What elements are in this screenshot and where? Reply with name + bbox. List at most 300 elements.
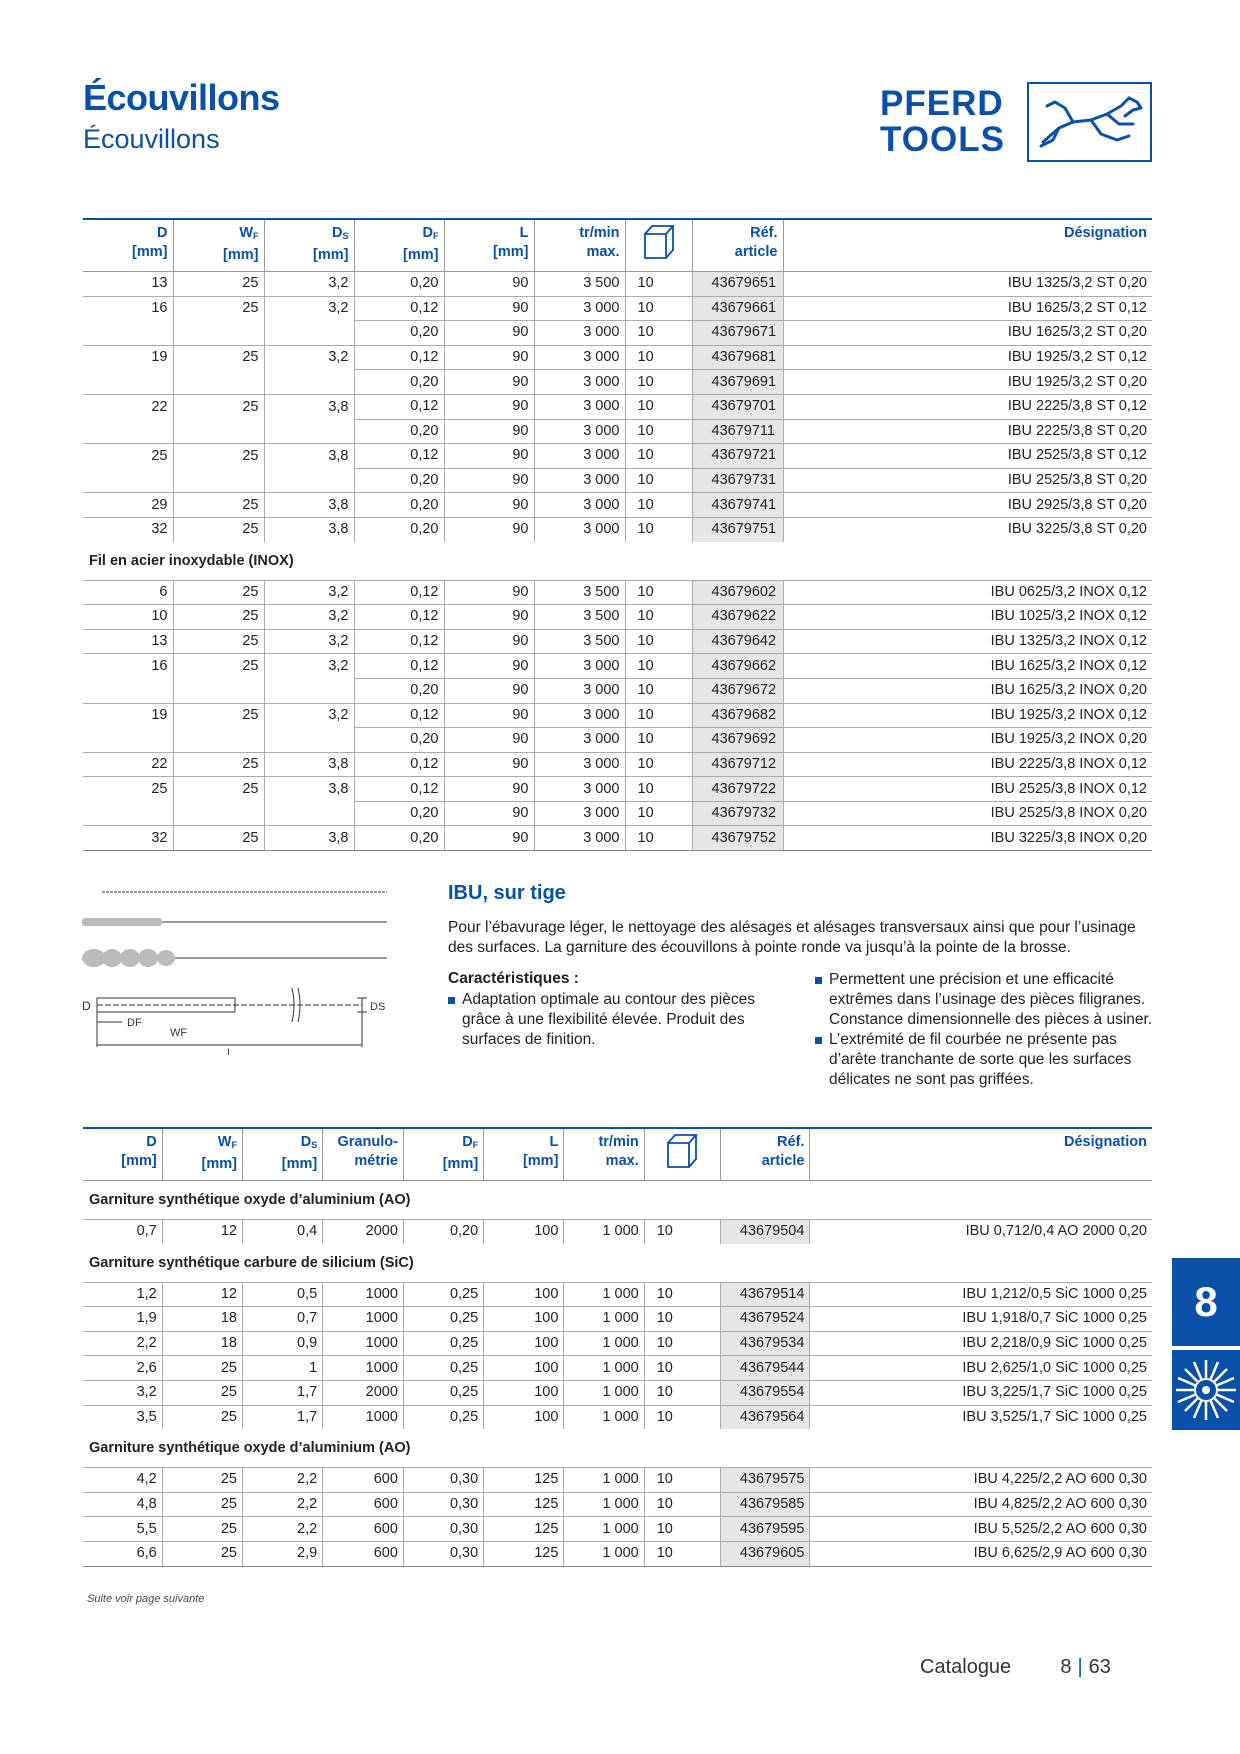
table-cell: 0,12 — [354, 394, 444, 419]
table-cell: 1 000 — [564, 1541, 644, 1566]
table-cell: 0,12 — [354, 444, 444, 469]
table-cell: 18 — [162, 1331, 242, 1356]
table-cell: IBU 1925/3,2 ST 0,20 — [783, 370, 1152, 395]
table-cell: 90 — [444, 605, 534, 630]
table-cell: 600 — [323, 1517, 404, 1542]
table-cell: 3,2 — [264, 605, 354, 630]
table-cell: 32 — [83, 826, 173, 851]
table-cell: 43679554 — [720, 1380, 810, 1405]
table-cell: 3 500 — [534, 629, 625, 654]
table-cell: 600 — [323, 1492, 404, 1517]
table-cell: IBU 0625/3,2 INOX 0,12 — [783, 580, 1152, 605]
table-cell: 90 — [444, 419, 534, 444]
table-cell: IBU 3,525/1,7 SiC 1000 0,25 — [810, 1405, 1152, 1429]
column-header — [242, 1128, 322, 1181]
table-cell: 3 000 — [534, 345, 625, 370]
table-cell: IBU 3225/3,8 ST 0,20 — [783, 517, 1152, 541]
table-cell: 0,30 — [403, 1492, 483, 1517]
table-cell: 3 000 — [534, 370, 625, 395]
table-cell: 10 — [625, 752, 692, 777]
dim-d: D — [82, 999, 91, 1013]
brush-drawings — [82, 880, 387, 1055]
table-cell: IBU 1325/3,2 INOX 0,12 — [783, 629, 1152, 654]
table-cell: 43679751 — [692, 517, 783, 541]
footer-page: 63 — [1088, 1656, 1111, 1678]
table-cell: 3,8 — [264, 444, 354, 469]
table-row — [83, 296, 1152, 321]
section-title: IBU, sur tige — [448, 882, 566, 904]
table-cell: 3,8 — [264, 777, 354, 802]
table-cell: IBU 1925/3,2 INOX 0,20 — [783, 728, 1152, 753]
table-row — [83, 1380, 1152, 1405]
table-cell: 0,12 — [354, 296, 444, 321]
table-cell: 43679712 — [692, 752, 783, 777]
table-cell: 29 — [83, 493, 173, 518]
table-cell: 43679544 — [720, 1356, 810, 1381]
column-header — [810, 1128, 1152, 1181]
header-label: tr/min — [579, 225, 620, 241]
table-cell: 1000 — [323, 1331, 404, 1356]
header-subscript: S — [342, 231, 349, 241]
group-header — [83, 1429, 1152, 1468]
table-cell: 0,12 — [354, 580, 444, 605]
table-cell: 43679585 — [720, 1492, 810, 1517]
product-table-1 — [83, 218, 1152, 851]
table-cell: 3,2 — [264, 654, 354, 679]
table-cell: 125 — [484, 1468, 564, 1493]
table-cell: 10 — [625, 370, 692, 395]
page-title: Écouvillons — [83, 77, 280, 118]
product-table-2 — [83, 1127, 1152, 1567]
table-row — [83, 1282, 1152, 1307]
table-cell — [264, 370, 354, 395]
table-cell: 2,2 — [242, 1468, 322, 1493]
table-cell: 3 000 — [534, 826, 625, 851]
table-cell: 90 — [444, 801, 534, 826]
table-cell: 43679672 — [692, 678, 783, 703]
table-cell: 10 — [625, 517, 692, 541]
header-label: D — [332, 225, 343, 241]
column-header — [564, 1128, 644, 1181]
group-header — [83, 1181, 1152, 1220]
table-cell: IBU 1,918/0,7 SiC 1000 0,25 — [810, 1307, 1152, 1332]
table-cell: 25 — [162, 1492, 242, 1517]
table-row — [83, 468, 1152, 493]
table-cell: 25 — [173, 629, 264, 654]
table-cell: 25 — [173, 580, 264, 605]
continued-note: Suite voir page suivante — [87, 1593, 205, 1605]
header-label: L — [549, 1134, 559, 1150]
table-cell: 100 — [484, 1356, 564, 1381]
table-cell: 1 000 — [564, 1380, 644, 1405]
table-cell: 1,7 — [242, 1405, 322, 1429]
table-cell: 43679752 — [692, 826, 783, 851]
table-cell: 10 — [625, 629, 692, 654]
column-header — [720, 1128, 810, 1181]
header-unit: [mm] — [522, 1153, 559, 1169]
table-row — [83, 605, 1152, 630]
group-header — [83, 542, 1152, 581]
table-cell: 4,8 — [83, 1492, 162, 1517]
table-row — [83, 1492, 1152, 1517]
table-cell: 3 500 — [534, 272, 625, 297]
table-cell: 0,7 — [83, 1220, 162, 1244]
table-cell: 3,2 — [264, 703, 354, 728]
table-cell: 90 — [444, 272, 534, 297]
table-cell: 43679514 — [720, 1282, 810, 1307]
table-cell: IBU 1925/3,2 ST 0,12 — [783, 345, 1152, 370]
header-subscript: S — [311, 1140, 318, 1150]
header-label: Granulo- — [337, 1134, 398, 1150]
table-cell: 3,2 — [83, 1380, 162, 1405]
table-cell: 1,2 — [83, 1282, 162, 1307]
table-cell: IBU 2525/3,8 INOX 0,20 — [783, 801, 1152, 826]
header-unit: métrie — [354, 1153, 398, 1169]
table-cell: 125 — [484, 1517, 564, 1542]
packaging-unit-icon — [644, 1128, 720, 1181]
table-cell: 43679691 — [692, 370, 783, 395]
table-cell — [264, 801, 354, 826]
table-cell: 0,12 — [354, 654, 444, 679]
table-cell: 0,5 — [242, 1282, 322, 1307]
table-cell: 2,2 — [242, 1492, 322, 1517]
table-cell: IBU 1625/3,2 INOX 0,20 — [783, 678, 1152, 703]
table-cell: 3,2 — [264, 580, 354, 605]
header-label: Désignation — [1064, 225, 1147, 241]
header-label: Réf. — [777, 1134, 805, 1150]
table-cell: 25 — [173, 296, 264, 321]
table-cell: 3,2 — [264, 629, 354, 654]
feature-item: Adaptation optimale au contour des pièces grâce à une flexibilité élevée. Produit des surfaces de finition. — [448, 990, 793, 1050]
page-footer — [920, 1656, 1111, 1679]
table-cell: 90 — [444, 517, 534, 541]
table-cell: 10 — [625, 580, 692, 605]
table-cell: 0,30 — [403, 1517, 483, 1542]
table-cell: 43679731 — [692, 468, 783, 493]
table-cell: 10 — [625, 605, 692, 630]
table-cell: 0,4 — [242, 1220, 322, 1244]
table-row — [83, 419, 1152, 444]
table-cell: 10 — [625, 654, 692, 679]
table-cell: 1 — [242, 1356, 322, 1381]
table-cell: 3 000 — [534, 678, 625, 703]
header-unit: max. — [605, 1153, 639, 1169]
feature-item: Permettent une précision et une efficacité extrêmes dans l’usinage des pièces filigranes. Constance dimensionnelle des pièces à usiner. — [815, 970, 1155, 1030]
table-cell: 1 000 — [564, 1517, 644, 1542]
logo-line1: PFERD — [880, 84, 1004, 123]
table-row — [83, 801, 1152, 826]
table-cell: 12 — [162, 1282, 242, 1307]
table-cell: 2,6 — [83, 1356, 162, 1381]
header-label: D — [462, 1134, 473, 1150]
header-unit: [mm] — [121, 1153, 157, 1169]
table-cell: 25 — [173, 493, 264, 518]
table-cell: 90 — [444, 629, 534, 654]
table-cell — [173, 370, 264, 395]
group-title: Garniture synthétique oxyde d’aluminium (AO) — [89, 1192, 411, 1208]
page-subtitle: Écouvillons — [83, 124, 220, 154]
table-cell: 3 000 — [534, 517, 625, 541]
table-cell: 10 — [625, 703, 692, 728]
table-cell: 0,12 — [354, 752, 444, 777]
table-cell: 0,12 — [354, 605, 444, 630]
table-cell: 10 — [625, 394, 692, 419]
table-cell: 22 — [83, 752, 173, 777]
table-cell: 43679642 — [692, 629, 783, 654]
table-cell: 90 — [444, 752, 534, 777]
table-cell: 10 — [625, 419, 692, 444]
table-cell: 2,9 — [242, 1541, 322, 1566]
column-header — [484, 1128, 564, 1181]
table-row — [83, 370, 1152, 395]
table-row — [83, 654, 1152, 679]
header-label: D — [157, 225, 168, 241]
table-cell: 10 — [644, 1380, 720, 1405]
table-cell: 10 — [625, 826, 692, 851]
table-cell: 0,9 — [242, 1331, 322, 1356]
table-row — [83, 1468, 1152, 1493]
table-cell: IBU 4,225/2,2 AO 600 0,30 — [810, 1468, 1152, 1493]
table-cell: IBU 2225/3,8 INOX 0,12 — [783, 752, 1152, 777]
table-cell: 90 — [444, 703, 534, 728]
table-cell: 1000 — [323, 1307, 404, 1332]
table-cell: 1000 — [323, 1282, 404, 1307]
table-cell: 3,8 — [264, 826, 354, 851]
table-row — [83, 580, 1152, 605]
dim-l: L — [227, 1047, 234, 1055]
footer-separator: | — [1077, 1656, 1083, 1678]
table-cell: 90 — [444, 296, 534, 321]
table-cell: 3 000 — [534, 394, 625, 419]
column-header — [83, 1128, 162, 1181]
table-cell: 90 — [444, 678, 534, 703]
table-cell: 25 — [173, 826, 264, 851]
table-cell: 25 — [162, 1380, 242, 1405]
table-cell: IBU 5,525/2,2 AO 600 0,30 — [810, 1517, 1152, 1542]
header-label: L — [519, 225, 529, 241]
table-cell: 2,2 — [83, 1331, 162, 1356]
table-cell: IBU 3225/3,8 INOX 0,20 — [783, 826, 1152, 851]
table-cell: 3,8 — [264, 517, 354, 541]
table-row — [83, 826, 1152, 851]
table-row — [83, 321, 1152, 346]
table-cell: 3 000 — [534, 728, 625, 753]
header-label: D — [422, 225, 433, 241]
table-cell: 3,2 — [264, 272, 354, 297]
column-header — [264, 219, 354, 272]
table-cell: 43679711 — [692, 419, 783, 444]
logo-line2: TOOLS — [880, 120, 1005, 159]
table-cell: 10 — [644, 1405, 720, 1429]
header-subscript: F — [472, 1140, 479, 1150]
table-row — [83, 1331, 1152, 1356]
table-cell: 25 — [162, 1468, 242, 1493]
table-row — [83, 1541, 1152, 1566]
table-cell: 0,12 — [354, 629, 444, 654]
table-row — [83, 493, 1152, 518]
table-cell: 4,2 — [83, 1468, 162, 1493]
table-cell: 100 — [484, 1220, 564, 1244]
group-title: Garniture synthétique carbure de silicium (SiC) — [89, 1254, 414, 1271]
horse-icon — [1027, 82, 1152, 162]
table-cell — [264, 468, 354, 493]
table-cell: 16 — [83, 654, 173, 679]
table-cell: 3 000 — [534, 468, 625, 493]
header-subscript: F — [231, 1140, 237, 1150]
table-cell: 25 — [173, 654, 264, 679]
table-cell: 0,30 — [403, 1468, 483, 1493]
header-subscript: F — [433, 231, 439, 241]
table-cell: 10 — [625, 296, 692, 321]
table-cell: 3 000 — [534, 752, 625, 777]
section-description: Pour l’ébavurage léger, le nettoyage des alésages et alésages transversaux ainsi que pour l’usinage des surfaces. La garniture des écouvillons à pointe ronde va jusqu’à la pointe de la brosse. — [448, 919, 1136, 956]
table-cell: 0,20 — [354, 801, 444, 826]
header-label: Réf. — [750, 225, 778, 241]
table-cell: 125 — [484, 1541, 564, 1566]
pferd-logo — [880, 82, 1155, 166]
table-cell: 0,12 — [354, 703, 444, 728]
table-cell: 43679595 — [720, 1517, 810, 1542]
footer-label: Catalogue — [920, 1656, 1012, 1678]
table-cell: 1 000 — [564, 1331, 644, 1356]
table-cell: 0,20 — [354, 493, 444, 518]
table-cell: 3,8 — [264, 394, 354, 419]
table-cell: IBU 4,825/2,2 AO 600 0,30 — [810, 1492, 1152, 1517]
table-cell: 10 — [625, 345, 692, 370]
column-header — [162, 1128, 242, 1181]
table-row — [83, 728, 1152, 753]
table-row — [83, 517, 1152, 541]
table-cell: 0,25 — [403, 1356, 483, 1381]
table-cell: 16 — [83, 296, 173, 321]
table-cell: 10 — [625, 777, 692, 802]
table-cell: 25 — [162, 1356, 242, 1381]
table-cell: 10 — [644, 1220, 720, 1244]
dim-df: DF — [127, 1017, 142, 1029]
table-cell: 0,20 — [354, 678, 444, 703]
dim-ds: DS — [370, 1001, 386, 1013]
table-cell: 10 — [625, 678, 692, 703]
table-cell: 125 — [484, 1492, 564, 1517]
table-cell: 90 — [444, 321, 534, 346]
table-cell: 43679671 — [692, 321, 783, 346]
table-cell: 13 — [83, 272, 173, 297]
table-row — [83, 752, 1152, 777]
header-unit: article — [761, 1153, 805, 1169]
header-label: W — [217, 1134, 232, 1150]
table-cell: 1 000 — [564, 1356, 644, 1381]
column-header — [783, 219, 1152, 272]
table-cell: 6 — [83, 580, 173, 605]
table-cell: 6,6 — [83, 1541, 162, 1566]
table-cell: 1,7 — [242, 1380, 322, 1405]
table-cell: IBU 1325/3,2 ST 0,20 — [783, 272, 1152, 297]
table-cell: 90 — [444, 345, 534, 370]
table-cell: 1 000 — [564, 1220, 644, 1244]
table-cell: 100 — [484, 1307, 564, 1332]
table-cell: 43679651 — [692, 272, 783, 297]
table-cell: 1 000 — [564, 1405, 644, 1429]
table-cell: 90 — [444, 493, 534, 518]
table-cell: 13 — [83, 629, 173, 654]
table-cell: 43679524 — [720, 1307, 810, 1332]
table-cell: 3,8 — [264, 493, 354, 518]
table-cell: 10 — [625, 272, 692, 297]
table-cell: 2000 — [323, 1380, 404, 1405]
header-unit: [mm] — [442, 1156, 479, 1172]
table-cell: 25 — [173, 605, 264, 630]
table-cell: 600 — [323, 1541, 404, 1566]
table-row — [83, 678, 1152, 703]
table-cell: 1 000 — [564, 1468, 644, 1493]
table-cell: 3 000 — [534, 654, 625, 679]
table-cell: 90 — [444, 444, 534, 469]
header-label: W — [239, 225, 253, 241]
table-cell: 25 — [173, 444, 264, 469]
table-cell: IBU 1625/3,2 INOX 0,12 — [783, 654, 1152, 679]
column-header — [444, 219, 534, 272]
table-cell: 43679605 — [720, 1541, 810, 1566]
table-cell — [173, 419, 264, 444]
table-cell — [173, 801, 264, 826]
table-cell: 0,25 — [403, 1380, 483, 1405]
table-cell: 1 000 — [564, 1307, 644, 1332]
table-cell: 43679504 — [720, 1220, 810, 1244]
table-cell: 10 — [644, 1517, 720, 1542]
table-cell: 1000 — [323, 1356, 404, 1381]
header-unit: [mm] — [132, 244, 168, 260]
table-row — [83, 1356, 1152, 1381]
table-cell: IBU 2525/3,8 ST 0,20 — [783, 468, 1152, 493]
table-cell: 0,12 — [354, 345, 444, 370]
table-cell — [83, 419, 173, 444]
table-row — [83, 444, 1152, 469]
table-cell: IBU 2525/3,8 INOX 0,12 — [783, 777, 1152, 802]
features-right — [815, 970, 1155, 1090]
table-cell: 0,20 — [354, 728, 444, 753]
table-row — [83, 272, 1152, 297]
column-header — [323, 1128, 404, 1181]
table-cell: 10 — [644, 1356, 720, 1381]
table-cell: 18 — [162, 1307, 242, 1332]
header-label: Désignation — [1064, 1134, 1147, 1150]
table-cell: IBU 0,712/0,4 AO 2000 0,20 — [810, 1220, 1152, 1244]
table-cell: IBU 1625/3,2 ST 0,20 — [783, 321, 1152, 346]
table-cell — [264, 321, 354, 346]
table-cell: 10 — [644, 1331, 720, 1356]
box-icon — [665, 1131, 699, 1171]
table-cell: 3 000 — [534, 777, 625, 802]
column-header — [692, 219, 783, 272]
table-cell: IBU 2225/3,8 ST 0,20 — [783, 419, 1152, 444]
table-cell: 100 — [484, 1331, 564, 1356]
table-cell: 0,20 — [354, 321, 444, 346]
table-cell: 43679661 — [692, 296, 783, 321]
table-cell: 1 000 — [564, 1282, 644, 1307]
table-cell: 10 — [625, 444, 692, 469]
table-row — [83, 1517, 1152, 1542]
table-cell: 3 500 — [534, 605, 625, 630]
column-header — [83, 219, 173, 272]
table-cell: 90 — [444, 580, 534, 605]
table-cell: 3,2 — [264, 296, 354, 321]
header-unit: max. — [586, 244, 620, 260]
header-unit: article — [734, 244, 778, 260]
table-cell: 90 — [444, 654, 534, 679]
table-cell: 0,25 — [403, 1282, 483, 1307]
table-cell: 3 500 — [534, 580, 625, 605]
chapter-tab[interactable]: 8 — [1172, 1258, 1240, 1346]
